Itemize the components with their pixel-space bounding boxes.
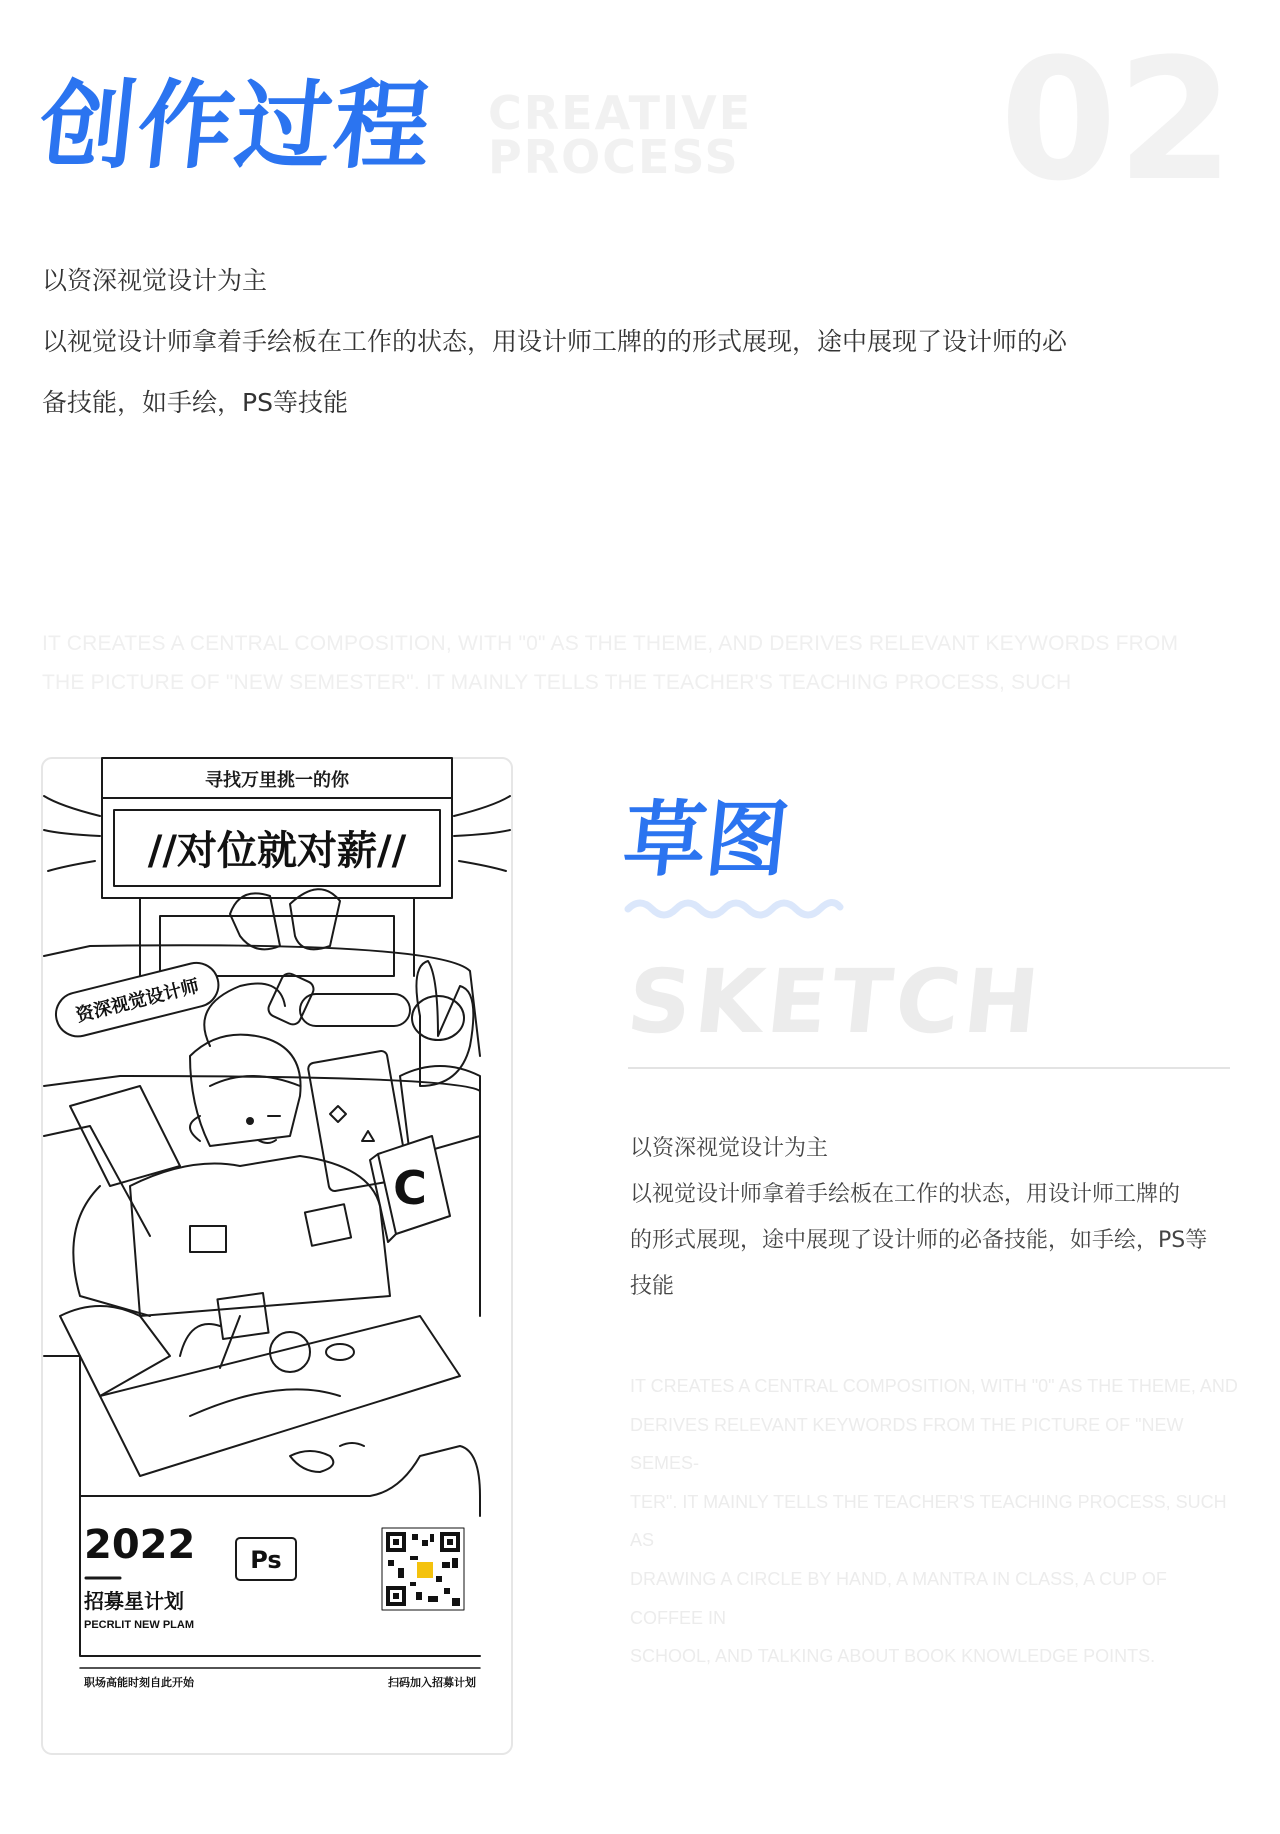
photoshop-icon (236, 1538, 296, 1580)
wave-decoration-icon (624, 895, 844, 923)
poster-top-banner: 寻找万里挑一的你 (205, 770, 349, 791)
sketch-ghost-line-3: TER". IT MAINLY TELLS THE TEACHER'S TEACHING PROCESS, SUCH AS (630, 1491, 1227, 1551)
desc-line-3: 的形式展现，途中展现了设计师的必备技能，如手绘，PS等 (630, 1228, 1208, 1253)
svg-text:C: C (393, 1161, 427, 1215)
ghost-line-1: IT CREATES A CENTRAL COMPOSITION, WITH "0" AS THE THEME, AND DERIVES RELEVANT KEYWORDS FROM (42, 632, 1179, 655)
desc-line-4: 技能 (630, 1274, 675, 1299)
sketch-ghost-paragraph (630, 1367, 1240, 1676)
poster-headline: //对位就对薪// (147, 828, 407, 874)
svg-text:Ps: Ps (250, 1546, 282, 1574)
poster-footer-left: 职场高能时刻自此开始 (84, 1676, 194, 1689)
page-title: 创作过程 (34, 70, 438, 182)
sketch-ghost-line-2: DERIVES RELEVANT KEYWORDS FROM THE PICTURE OF "NEW SEMES- (630, 1414, 1184, 1474)
poster-program-cn: 招募星计划 (84, 1589, 184, 1613)
section-divider (628, 1067, 1230, 1069)
svg-text:资深视觉设计师: 资深视觉设计师 (73, 975, 202, 1027)
watermark-line-process: PROCESS (488, 129, 740, 184)
ghost-line-2: THE PICTURE OF "NEW SEMESTER". IT MAINLY TELLS THE TEACHER'S TEACHING PROCESS, SUCH (42, 671, 1072, 694)
sketch-ghost-line-5: SCHOOL, AND TALKING ABOUT BOOK KNOWLEDGE POINTS. (630, 1646, 1156, 1667)
desc-line-1: 以资深视觉设计为主 (630, 1136, 829, 1161)
intro-text (42, 250, 1242, 433)
sketch-ghost-line-1: IT CREATES A CENTRAL COMPOSITION, WITH "0" AS THE THEME, AND (630, 1376, 1238, 1396)
poster-program-en: PECRLIT NEW PLAM (84, 1619, 194, 1631)
section-number-watermark: 02 (1000, 22, 1234, 218)
sketch-title-cn: 草图 (619, 793, 794, 888)
designer-badge (51, 958, 223, 1041)
watermark-line-creative: CREATIVE (488, 86, 753, 140)
poster-footer-right: 扫码加入招募计划 (388, 1676, 476, 1689)
poster-year: 2022 (84, 1522, 196, 1568)
sketch-title-en: SKETCH (622, 950, 1048, 1053)
english-ghost-paragraph (42, 624, 1232, 702)
qr-code-icon (382, 1528, 464, 1610)
sketch-poster-illustration (40, 756, 514, 1756)
intro-line-1: 以资深视觉设计为主 (42, 266, 268, 295)
intro-line-3: 备技能，如手绘，PS等技能 (42, 388, 348, 417)
hand-left (230, 893, 280, 949)
desc-line-2: 以视觉设计师拿着手绘板在工作的状态，用设计师工牌的 (630, 1182, 1181, 1207)
creative-process-watermark (488, 86, 808, 184)
sketch-description (630, 1126, 1236, 1310)
drawing-tablet (100, 1316, 460, 1476)
intro-line-2: 以视觉设计师拿着手绘板在工作的状态，用设计师工牌的的形式展现，途中展现了设计师的必 (42, 327, 1068, 356)
sketch-ghost-line-4: DRAWING A CIRCLE BY HAND, A MANTRA IN CLASS, A CUP OF COFFEE IN (630, 1568, 1167, 1628)
